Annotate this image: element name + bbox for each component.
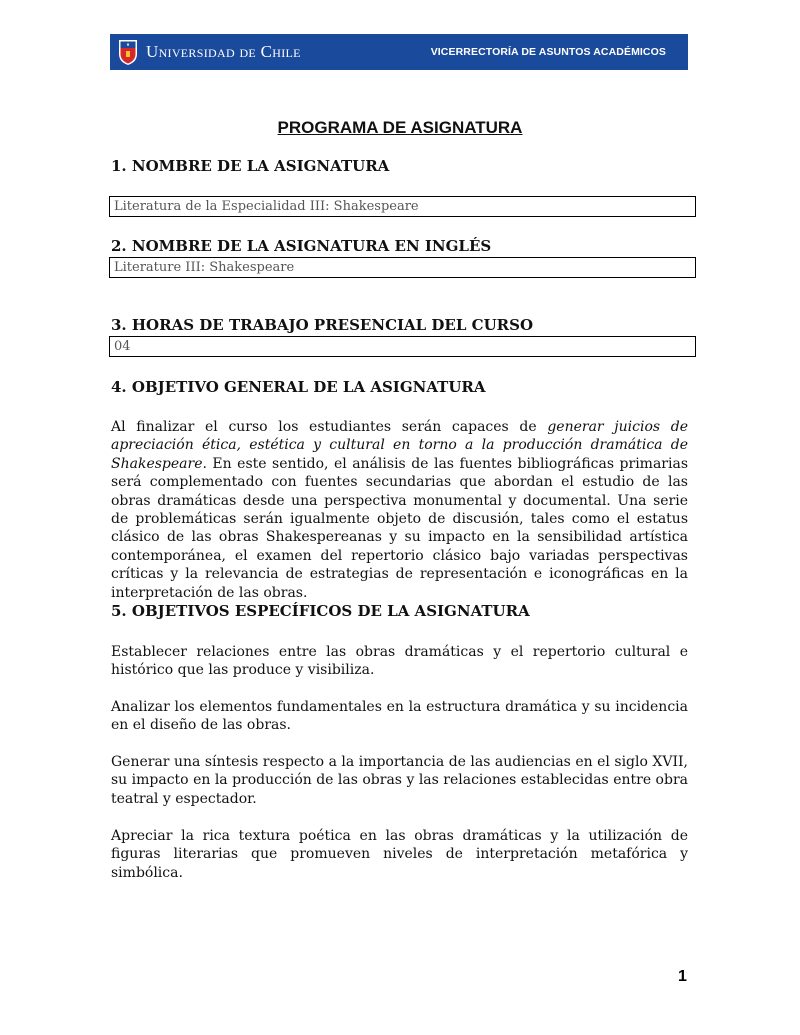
document-title: PROGRAMA DE ASIGNATURA — [277, 118, 523, 137]
university-name: Universidad de Chile — [146, 42, 301, 61]
section-4-heading: 4. OBJETIVO GENERAL DE LA ASIGNATURA — [111, 378, 486, 396]
office-name: VICERRECTORÍA DE ASUNTOS ACADÉMICOS — [430, 46, 666, 58]
contact-hours-field: 04 — [109, 336, 696, 357]
section-3-heading: 3. HORAS DE TRABAJO PRESENCIAL DEL CURSO — [111, 316, 534, 334]
course-name-english-field: Literature III: Shakespeare — [109, 257, 696, 278]
header-banner — [110, 34, 688, 70]
general-objective-text-end: . En este sentido, el análisis de las fuentes bibliográficas primarias será complementado con fuentes secundarias que abordan el estudio de las obras dramáticas desde una perspectiva monumental y documental. Una serie de problemáticas serán igualmente objeto de discusión, tales como el estatus clásico de las obras Shakespereanas y su impacto en la sensibilidad artística contemporánea, el examen del repertorio clásico bajo variadas perspectivas críticas y la relevancia de estrategias de representación e iconográficas en la interpretación de las obras. — [111, 455, 688, 601]
section-5-heading: 5. OBJETIVOS ESPECÍFICOS DE LA ASIGNATURA — [111, 602, 530, 620]
specific-objective-1: Establecer relaciones entre las obras dramáticas y el repertorio cultural e histórico que las produce y visibiliza. — [111, 644, 688, 679]
general-objective-text-start: Al finalizar el curso los estudiantes serán capaces de — [111, 419, 548, 435]
section-1-heading: 1. NOMBRE DE LA ASIGNATURA — [111, 157, 390, 175]
specific-objective-2: Analizar los elementos fundamentales en la estructura dramática y su incidencia en el diseño de las obras. — [111, 699, 688, 734]
university-seal-icon — [118, 38, 138, 66]
page-number: 1 — [678, 968, 687, 985]
specific-objective-3: Generar una síntesis respecto a la importancia de las audiencias en el siglo XVII, su impacto en la producción de las obras y las relaciones establecidas entre obra teatral y espectador. — [111, 754, 688, 807]
university-brand — [118, 38, 301, 66]
section-2-heading: 2. NOMBRE DE LA ASIGNATURA EN INGLÉS — [111, 237, 492, 255]
general-objective-emphasis: generar juicios de apreciación ética, estética y cultural en torno a la producción dramática de Shakespeare — [111, 419, 688, 472]
course-name-field: Literatura de la Especialidad III: Shakespeare — [109, 196, 696, 217]
specific-objective-4: Apreciar la rica textura poética en las obras dramáticas y la utilización de figuras literarias que promueven niveles de interpretación metafórica y simbólica. — [111, 828, 688, 881]
general-objective-paragraph — [111, 418, 688, 602]
